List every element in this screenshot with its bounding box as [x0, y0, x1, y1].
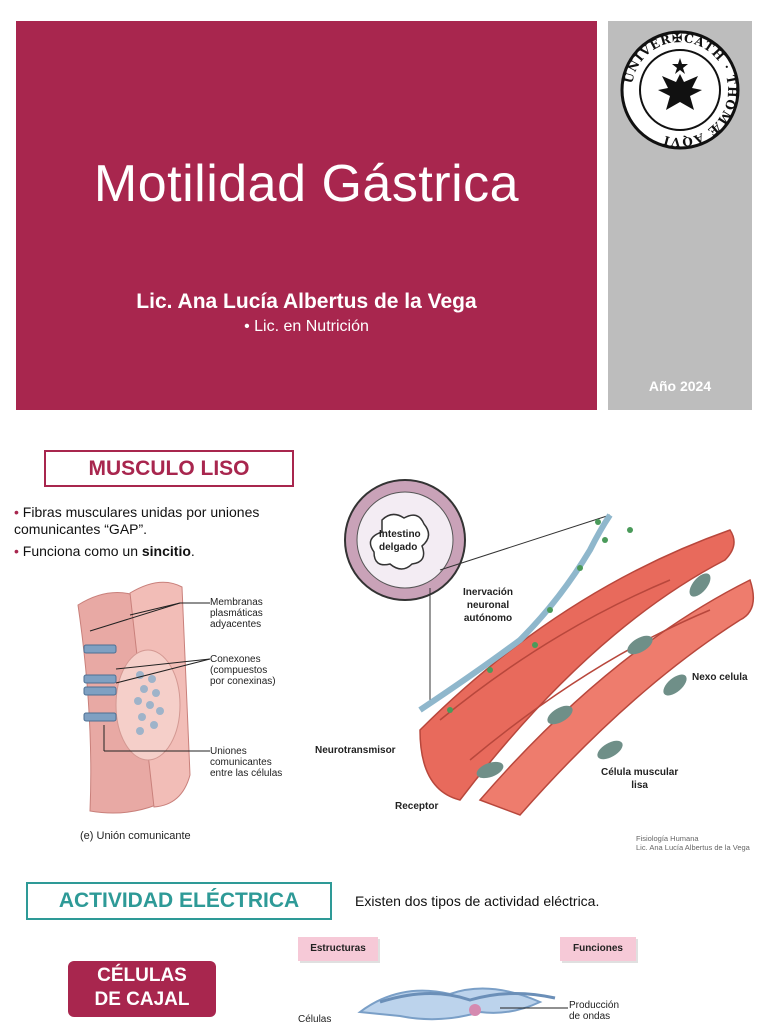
bullet-text-bold: sincitio — [141, 543, 191, 559]
label-neurotransmisor: Neurotransmisor — [315, 745, 396, 756]
label-line: adyacentes — [210, 619, 262, 630]
svg-text:UNIVER✠CATH · THOMÆ AQVI: UNIVER✠CATH · THOMÆ AQVI — [621, 30, 740, 150]
label-line: neuronal — [466, 600, 510, 611]
author-name: Lic. Ana Lucía Albertus de la Vega — [136, 290, 477, 313]
section-heading-musculo-liso: MUSCULO LISO — [44, 450, 294, 487]
university-seal-icon — [618, 28, 742, 152]
year-label: Año 2024 — [648, 378, 712, 394]
bullet-text-prefix: Funciona como un — [22, 543, 142, 559]
title-slide-panel — [16, 21, 597, 410]
label-conexones — [210, 654, 276, 687]
badge-line: CÉLULAS — [97, 965, 187, 986]
label-line: comunicantes — [210, 757, 272, 768]
label-line: Intestino — [379, 529, 421, 540]
bullet-dot: • — [14, 543, 23, 559]
label-line: (compuestos — [210, 665, 268, 676]
tag-funciones: Funciones — [560, 937, 636, 961]
label-line: Membranas — [210, 597, 263, 608]
label-produccion-ondas — [569, 1000, 619, 1022]
slide-title: Motilidad Gástrica — [93, 155, 520, 213]
badge-line: DE CAJAL — [94, 989, 190, 1010]
label-line: Uniones — [210, 746, 247, 757]
label-line: delgado — [379, 542, 418, 553]
label-line: de ondas — [569, 1011, 611, 1022]
footer-author: Lic. Ana Lucía Albertus de la Vega — [636, 843, 750, 852]
bullet-text-suffix: . — [190, 543, 195, 559]
label-line: plasmáticas — [210, 608, 263, 619]
label-line: por conexinas) — [210, 676, 276, 687]
figure-caption: (e) Unión comunicante — [80, 830, 191, 842]
label-receptor: Receptor — [395, 801, 439, 812]
label-line: Conexones — [210, 654, 261, 665]
gap-junction-illustration — [70, 575, 310, 850]
label-nexo-celula: Nexo celula — [692, 672, 748, 683]
intro-text: Existen dos tipos de actividad eléctrica. — [355, 893, 600, 909]
cajal-cells-badge — [68, 961, 216, 1017]
bullet-sincitio — [14, 543, 195, 559]
label-celulas: Células — [298, 1014, 332, 1025]
section-heading-actividad-electrica: ACTIVIDAD ELÉCTRICA — [26, 882, 332, 920]
bullet-gap-junctions — [14, 504, 314, 538]
label-circle-intestino — [379, 528, 421, 554]
label-celula-muscular — [601, 766, 678, 792]
bullet-text: Fibras musculares unidas por uniones comunicantes “GAP”. — [14, 504, 260, 537]
cajal-cells-illustration — [340, 972, 570, 1024]
smooth-muscle-illustration — [310, 470, 765, 835]
label-uniones — [210, 746, 282, 779]
label-membranas — [210, 597, 263, 630]
label-inervacion — [463, 586, 513, 625]
bullet-dot: • — [14, 504, 23, 520]
label-line: Inervación — [463, 587, 514, 598]
label-line: autónomo — [463, 613, 513, 624]
author-degree: • Lic. en Nutrición — [244, 318, 369, 335]
tag-estructuras: Estructuras — [298, 937, 378, 961]
label-line: lisa — [631, 780, 648, 791]
footer-course: Fisiología Humana — [636, 834, 699, 843]
label-line: entre las células — [210, 768, 283, 779]
label-line: Célula muscular — [601, 767, 679, 778]
label-line: Producción — [569, 1000, 620, 1011]
